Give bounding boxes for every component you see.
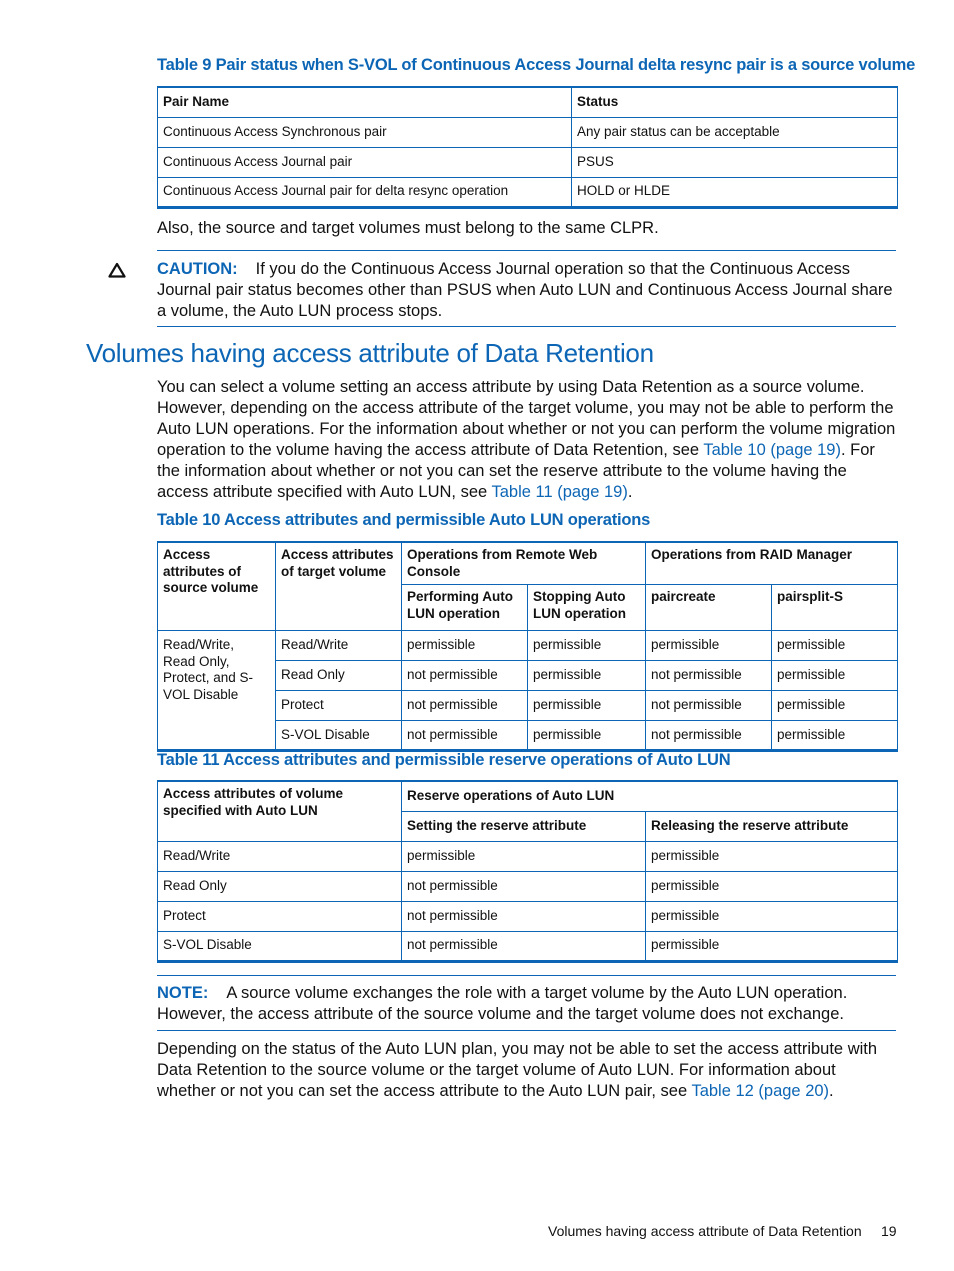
table9-header-status: Status [572, 87, 898, 117]
caution-label: CAUTION: [157, 260, 238, 278]
note-label: NOTE: [157, 984, 209, 1002]
intro-text-2: . For the information about whether or not you can set the reserve attribute to the volume having the access attribute specified with Auto LUN, see [157, 441, 875, 501]
table-cell: Protect [276, 691, 402, 721]
table12-link[interactable]: Table 12 (page 20) [691, 1082, 830, 1100]
table-cell: not permissible [646, 661, 772, 691]
closing-paragraph [157, 1039, 897, 1102]
caution-bottom-rule [157, 326, 896, 327]
table-cell: Read Only [276, 661, 402, 691]
table11 [157, 780, 898, 963]
table10-header-rwc: Operations from Remote Web Console [402, 542, 646, 585]
table-row [158, 147, 898, 177]
table10-header-raid: Operations from RAID Manager [646, 542, 898, 585]
table-cell: S-VOL Disable [276, 721, 402, 751]
table-cell: permissible [646, 931, 898, 961]
table-cell: not permissible [646, 721, 772, 751]
table11-link[interactable]: Table 11 (page 19) [491, 483, 628, 501]
section-title: Volumes having access attribute of Data Retention [86, 338, 654, 368]
table10-header-pairsplit: pairsplit-S [772, 585, 898, 631]
table9 [157, 86, 898, 209]
table11-header-attr: Access attributes of volume specified with Auto LUN [158, 781, 402, 841]
table10-caption: Table 10 Access attributes and permissible Auto LUN operations [157, 511, 651, 529]
table-cell: Read/Write [158, 841, 402, 871]
footer-title: Volumes having access attribute of Data Retention [548, 1223, 862, 1239]
table11-header-reserve: Reserve operations of Auto LUN [402, 781, 898, 811]
table-cell: permissible [528, 721, 646, 751]
table10-header-perform: Performing Auto LUN operation [402, 585, 528, 631]
note-top-rule [157, 975, 896, 976]
table-cell: Continuous Access Synchronous pair [158, 117, 572, 147]
table-cell: permissible [772, 661, 898, 691]
table-cell: Any pair status can be acceptable [572, 117, 898, 147]
table-cell: HOLD or HLDE [572, 177, 898, 207]
table-cell: permissible [646, 901, 898, 931]
table9-header-pair-name: Pair Name [158, 87, 572, 117]
table-row [158, 117, 898, 147]
table-cell: S-VOL Disable [158, 931, 402, 961]
table-cell: not permissible [646, 691, 772, 721]
table-cell: not permissible [402, 931, 646, 961]
table-cell: permissible [402, 841, 646, 871]
table-cell: permissible [646, 631, 772, 661]
table-cell: not permissible [402, 901, 646, 931]
table-cell: Continuous Access Journal pair [158, 147, 572, 177]
table10-header-paircreate: paircreate [646, 585, 772, 631]
table-row [158, 931, 898, 961]
note-bottom-rule [157, 1030, 896, 1031]
table10-header-stop: Stopping Auto LUN operation [528, 585, 646, 631]
table10-header-target: Access attributes of target volume [276, 542, 402, 631]
table-cell: PSUS [572, 147, 898, 177]
table11-caption: Table 11 Access attributes and permissible reserve operations of Auto LUN [157, 751, 731, 769]
table-cell: permissible [528, 691, 646, 721]
table11-header-set: Setting the reserve attribute [402, 811, 646, 841]
table-cell: permissible [772, 691, 898, 721]
table-cell: not permissible [402, 871, 646, 901]
intro-text-3: . [627, 483, 633, 501]
warning-triangle-icon [108, 262, 126, 278]
table-row [158, 871, 898, 901]
table-row [158, 841, 898, 871]
table-cell: permissible [528, 661, 646, 691]
table-cell: not permissible [402, 661, 528, 691]
table10 [157, 541, 898, 752]
table10-link[interactable]: Table 10 (page 19) [703, 441, 841, 459]
table10-header-source: Access attributes of source volume [158, 542, 276, 631]
closing-text-1: Depending on the status of the Auto LUN plan, you may not be able to set the access attribute with Data Retention to the source volume or the target volume of Auto LUN. For information about whether or not you can set the access attribute to the Auto LUN pair, see [157, 1040, 878, 1100]
table9-caption: Table 9 Pair status when S-VOL of Continuous Access Journal delta resync pair is a source volume [157, 56, 916, 74]
table-row [158, 631, 898, 661]
table-cell: Read/Write [276, 631, 402, 661]
intro-paragraph [157, 377, 897, 503]
note-block [157, 983, 897, 1025]
note-text: A source volume exchanges the role with a target volume by the Auto LUN operation. However, the access attribute of the source volume and the target volume does not exchange. [157, 984, 848, 1023]
table-cell: permissible [646, 841, 898, 871]
closing-text-2: . [829, 1082, 834, 1100]
intro-text-1: You can select a volume setting an access attribute by using Data Retention as a source volume. However, depending on the access attribute of the target volume, you may not be able to perform the Auto LUN operations. For the information about whether or not you can perform the volume migration operation to the volume having the access attribute of Data Retention, see [157, 378, 896, 459]
caution-top-rule [157, 250, 896, 251]
table-cell: Protect [158, 901, 402, 931]
table-cell: not permissible [402, 691, 528, 721]
table-cell: permissible [772, 721, 898, 751]
page-number: 19 [881, 1223, 897, 1239]
table11-header-release: Releasing the reserve attribute [646, 811, 898, 841]
clpr-paragraph: Also, the source and target volumes must belong to the same CLPR. [157, 219, 659, 237]
caution-text: If you do the Continuous Access Journal operation so that the Continuous Access Journal pair status becomes other than PSUS when Auto LUN and Continuous Access Journal share a volume, the Auto LUN process stops. [157, 260, 893, 320]
table-cell: permissible [528, 631, 646, 661]
table10-source-value: Read/Write, Read Only, Protect, and S-VOL Disable [158, 631, 276, 751]
table-cell: not permissible [402, 721, 528, 751]
caution-block [157, 259, 897, 322]
table-row [158, 177, 898, 207]
table-cell: Continuous Access Journal pair for delta resync operation [158, 177, 572, 207]
table-cell: permissible [772, 631, 898, 661]
table-cell: Read Only [158, 871, 402, 901]
table-cell: permissible [402, 631, 528, 661]
table-cell: permissible [646, 871, 898, 901]
table-row [158, 901, 898, 931]
